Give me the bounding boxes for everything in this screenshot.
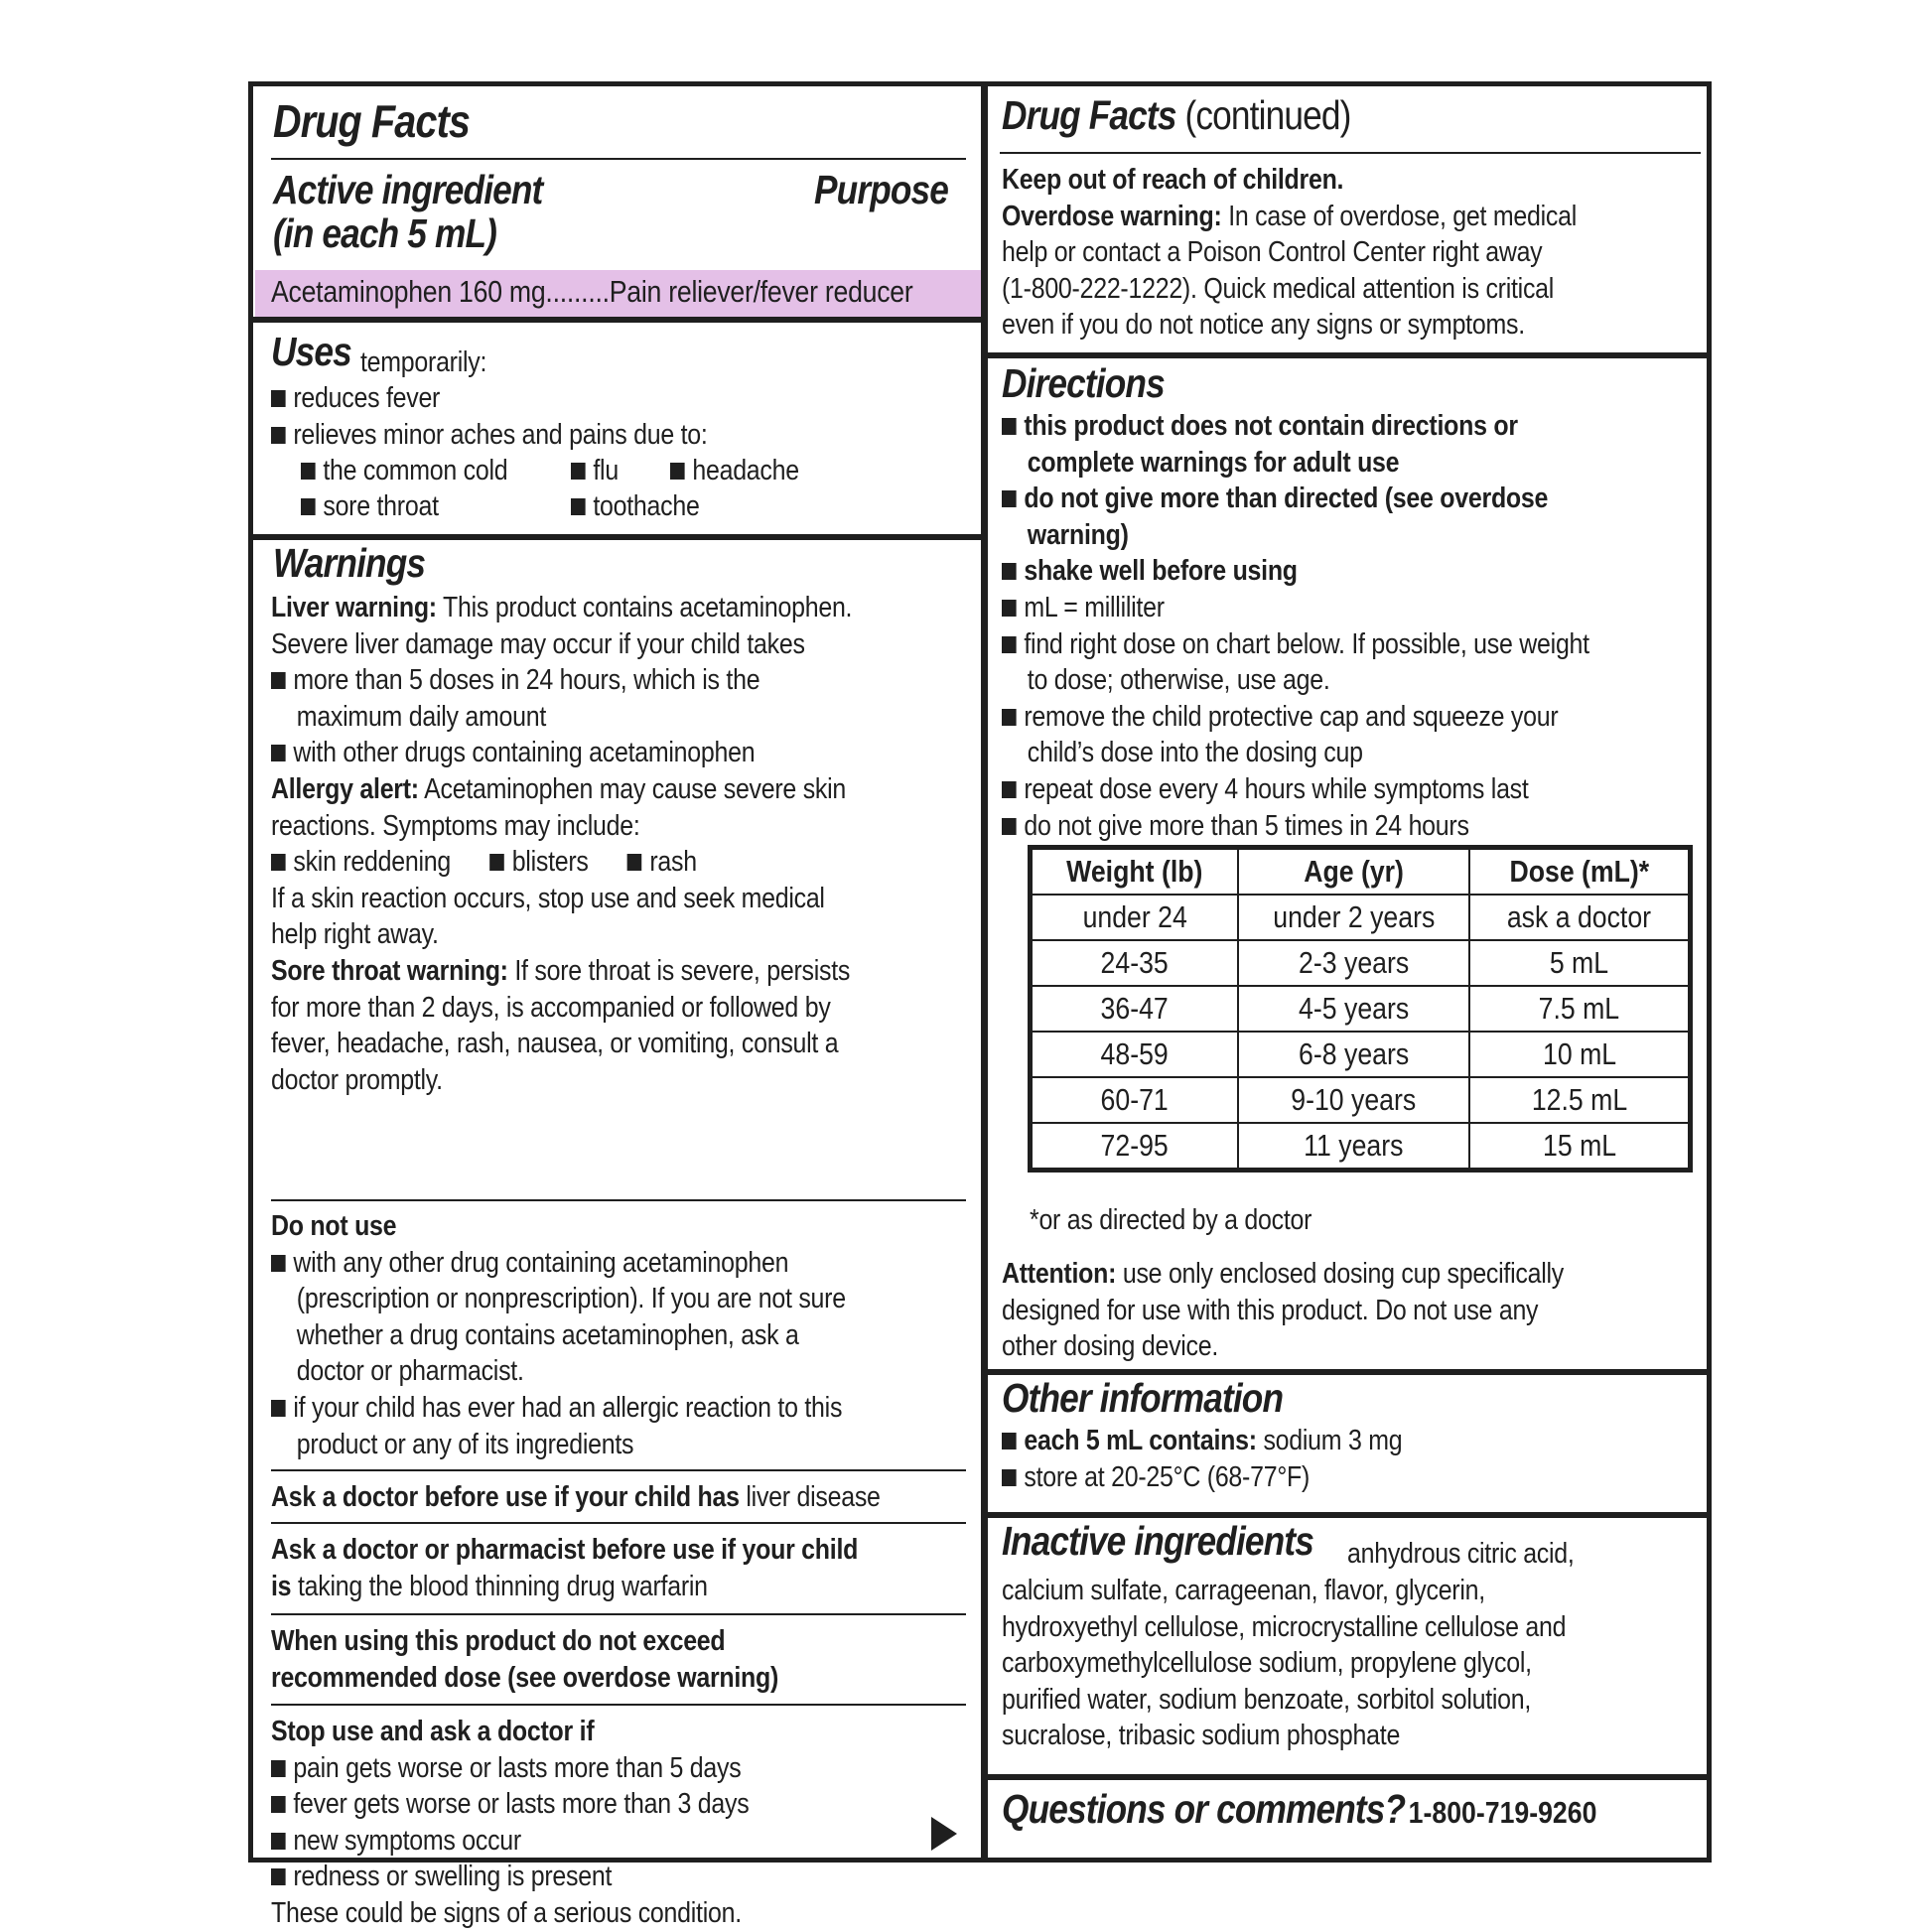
symptom-text: blisters: [511, 846, 589, 879]
list-item-text: sodium 3 mg: [1256, 1425, 1403, 1456]
list-item: [271, 1859, 749, 1895]
square-bullet-icon: [1002, 600, 1017, 617]
table-cell: [1031, 1032, 1238, 1077]
table-cell: [1031, 895, 1238, 940]
text-line: fever, headache, rash, nausea, or vomiting, consult a: [271, 1028, 839, 1060]
questions-phone: 1-800-719-9260: [1408, 1795, 1597, 1830]
ingredient-line: Acetaminophen 160 mg.........Pain reliever/fever reducer: [271, 274, 913, 309]
text-line: recommended dose (see overdose warning): [271, 1661, 779, 1694]
list-item-text: this product does not contain directions or: [1024, 410, 1518, 442]
inactive-ingredients-heading: Inactive ingredients: [1002, 1518, 1313, 1564]
text-line: [271, 1569, 858, 1605]
square-bullet-icon: [1002, 1433, 1017, 1449]
uses-sub-item: [301, 453, 507, 489]
text-line: to dose; otherwise, use age.: [1027, 664, 1330, 697]
ask-doctor-label: Ask a doctor before use if your child has: [271, 1481, 740, 1513]
table-cell: [1469, 986, 1690, 1032]
text-line: help right away.: [271, 918, 439, 951]
square-bullet-icon: [271, 1833, 286, 1850]
table-cell: [1031, 986, 1238, 1032]
text-line: calcium sulfate, carrageenan, flavor, glycerin,: [1002, 1575, 1485, 1606]
text-line: [271, 590, 852, 626]
ask-pharmacist-label-end: is: [271, 1570, 292, 1602]
dosing-footnote: *or as directed by a doctor: [1030, 1204, 1312, 1236]
list-item-text: more than 5 doses in 24 hours, which is the: [293, 664, 760, 697]
title-suffix: (continued): [1175, 92, 1351, 138]
list-item: [271, 662, 852, 699]
square-bullet-icon: [489, 854, 504, 871]
ask-doctor-block: [271, 1479, 881, 1516]
purpose-heading: Purpose: [814, 167, 949, 212]
text-line: sucralose, tribasic sodium phosphate: [1002, 1720, 1401, 1752]
list-item-text: with other drugs containing acetaminophen: [293, 737, 756, 769]
active-ingredient-heading-line-2: (in each 5 mL): [273, 210, 497, 256]
list-item: [1002, 590, 1589, 626]
square-bullet-icon: [271, 390, 286, 407]
keep-out-text: Keep out of reach of children.: [1002, 164, 1344, 196]
other-information-section: [988, 1375, 1707, 1514]
questions-line: [1002, 1786, 1596, 1833]
list-item: [271, 417, 708, 454]
square-bullet-icon: [271, 1868, 286, 1885]
list-item: [271, 380, 708, 417]
column-header: [1031, 848, 1238, 896]
cell-text: 24-35: [1100, 945, 1169, 980]
square-bullet-icon: [301, 498, 316, 515]
text-line: [1002, 199, 1577, 235]
stop-use-block: [271, 1714, 749, 1932]
symptom-text: rash: [649, 846, 697, 879]
questions-label: Questions or comments?: [1002, 1786, 1406, 1832]
play-triangle-icon: [931, 1817, 957, 1851]
table-cell: [1238, 986, 1469, 1032]
stop-use-footer: These could be signs of a serious condition.: [271, 1896, 742, 1929]
sub-item-text: flu: [593, 455, 619, 486]
cell-text: 12.5 mL: [1531, 1082, 1627, 1117]
table-cell: [1469, 1032, 1690, 1077]
cell-text: 36-47: [1100, 991, 1169, 1026]
sub-item-text: toothache: [593, 490, 700, 522]
text-line: purified water, sodium benzoate, sorbitol solution,: [1002, 1683, 1532, 1716]
symptom-text: skin reddening: [293, 846, 451, 879]
text-line: If a skin reaction occurs, stop use and seek medical: [271, 882, 825, 914]
table-row: [1031, 1032, 1691, 1077]
table-row: [1031, 895, 1691, 940]
do-not-use-block: [271, 1208, 846, 1462]
sore-throat-warning-label: Sore throat warning:: [271, 954, 508, 987]
list-item-text: new symptoms occur: [293, 1824, 521, 1857]
drug-facts-label: [248, 81, 1712, 1929]
section-rule: [271, 1704, 966, 1706]
cell-text: 60-71: [1100, 1082, 1169, 1117]
text-line: even if you do not notice any signs or symptoms.: [1002, 309, 1525, 342]
attention-block: [1002, 1256, 1564, 1365]
uses-sub-item: [301, 488, 439, 525]
cell-text: under 24: [1082, 899, 1187, 934]
list-item: [271, 1245, 846, 1282]
ask-pharmacist-block: [271, 1532, 858, 1604]
cell-text: 2-3 years: [1298, 945, 1410, 980]
list-item-text: relieves minor aches and pains due to:: [293, 418, 708, 451]
list-item: [1002, 771, 1589, 808]
table-cell: [1469, 1123, 1690, 1171]
list-item-text: do not give more than directed (see overdose: [1024, 483, 1549, 515]
cell-text: 7.5 mL: [1538, 991, 1620, 1026]
square-bullet-icon: [271, 1255, 286, 1272]
other-information-list: [1002, 1423, 1402, 1495]
text-span: liver disease: [739, 1481, 881, 1513]
active-ingredient-heading: [273, 168, 542, 255]
text-span: use only enclosed dosing cup specifically: [1116, 1258, 1564, 1290]
list-item: [1002, 408, 1589, 445]
stop-use-heading: Stop use and ask a doctor if: [271, 1716, 595, 1747]
cell-text: ask a doctor: [1507, 899, 1652, 934]
cell-text: under 2 years: [1273, 899, 1436, 934]
section-rule: [271, 1199, 966, 1201]
text-line: [271, 953, 852, 990]
square-bullet-icon: [271, 1796, 286, 1813]
column-divider: [981, 86, 988, 1858]
list-item: [271, 1390, 846, 1427]
table-row: [1031, 1123, 1691, 1171]
liver-warning-label: Liver warning:: [271, 592, 437, 623]
column-header-text: Dose (mL)*: [1509, 854, 1649, 889]
square-bullet-icon: [271, 854, 286, 871]
list-item: [1002, 1423, 1402, 1459]
text-span: This product contains acetaminophen.: [436, 592, 853, 623]
table-row: [1031, 1077, 1691, 1123]
do-not-use-heading: Do not use: [271, 1210, 397, 1242]
square-bullet-icon: [1002, 636, 1017, 653]
when-using-block: [271, 1623, 778, 1696]
text-line: maximum daily amount: [296, 700, 547, 733]
text-line: whether a drug contains acetaminophen, ask a: [296, 1318, 799, 1351]
directions-list: [1002, 408, 1589, 844]
text-line: doctor promptly.: [271, 1063, 443, 1096]
list-item-text: find right dose on chart below. If possible, use weight: [1024, 627, 1589, 660]
continued-title-text: [1002, 92, 1350, 139]
text-line: (1-800-222-1222). Quick medical attention is critical: [1002, 272, 1555, 305]
square-bullet-icon: [1002, 709, 1017, 726]
square-bullet-icon: [301, 463, 316, 480]
text-line: help or contact a Poison Control Center right away: [1002, 236, 1543, 269]
text-line: carboxymethylcellulose sodium, propylene glycol,: [1002, 1647, 1532, 1680]
table-header-row: [1031, 848, 1691, 896]
square-bullet-icon: [271, 745, 286, 761]
text-span: Acetaminophen may cause severe skin: [418, 772, 847, 805]
square-bullet-icon: [1002, 418, 1017, 435]
square-bullet-icon: [1002, 490, 1017, 507]
table-row: [1031, 940, 1691, 986]
square-bullet-icon: [1002, 818, 1017, 835]
section-rule: [271, 1613, 966, 1615]
warnings-body: [271, 590, 852, 1098]
section-rule: [271, 1469, 966, 1471]
square-bullet-icon: [627, 854, 642, 871]
list-item: [271, 1786, 749, 1823]
list-item-text: do not give more than 5 times in 24 hours: [1024, 809, 1469, 842]
table-cell: [1469, 1077, 1690, 1123]
table-cell: [1031, 1077, 1238, 1123]
left-column: [253, 86, 981, 1929]
text-line: Severe liver damage may occur if your child takes: [271, 627, 805, 660]
list-item-text: fever gets worse or lasts more than 3 days: [293, 1788, 750, 1821]
cell-text: 6-8 years: [1298, 1036, 1410, 1071]
text-line: complete warnings for adult use: [1027, 446, 1400, 479]
table-row: [1031, 986, 1691, 1032]
square-bullet-icon: [271, 1400, 286, 1417]
column-header-text: Age (yr): [1304, 854, 1404, 889]
list-item: [1002, 626, 1589, 663]
table-cell: [1469, 940, 1690, 986]
warnings-heading: Warnings: [273, 540, 426, 586]
text-line: warning): [1027, 518, 1129, 551]
cell-text: 10 mL: [1542, 1036, 1616, 1071]
ask-pharmacist-label: Ask a doctor or pharmacist before use if your child: [271, 1534, 859, 1566]
list-item: [1002, 553, 1589, 590]
inactive-ingredients-first-line: anhydrous citric acid,: [1347, 1538, 1575, 1570]
text-line: other dosing device.: [1002, 1330, 1219, 1363]
title-main: Drug Facts: [1002, 92, 1176, 138]
list-item: [1002, 1459, 1402, 1496]
cell-text: 72-95: [1100, 1128, 1169, 1163]
square-bullet-icon: [571, 463, 586, 480]
list-item: [1002, 699, 1589, 736]
list-item: [271, 1750, 749, 1787]
cell-text: 4-5 years: [1298, 991, 1410, 1026]
cell-text: 15 mL: [1542, 1128, 1616, 1163]
table-cell: [1238, 1077, 1469, 1123]
text-line: reactions. Symptoms may include:: [271, 809, 640, 842]
section-rule: [271, 1522, 966, 1524]
text-line: child’s dose into the dosing cup: [1027, 737, 1363, 769]
warnings-section: [253, 540, 981, 1929]
list-item-text: if your child has ever had an allergic reaction to this: [293, 1391, 843, 1424]
cell-text: 48-59: [1100, 1036, 1169, 1071]
right-column: [988, 86, 1707, 1858]
text-span: In case of overdose, get medical: [1221, 200, 1577, 232]
column-header: [1469, 848, 1690, 896]
text-line: [271, 771, 852, 808]
attention-label: Attention:: [1002, 1258, 1117, 1290]
uses-heading-row: [271, 329, 364, 375]
uses-sub-item: [670, 453, 799, 489]
uses-sub-item: [571, 453, 619, 489]
text-line: (prescription or nonprescription). If you are not sure: [296, 1283, 846, 1315]
dosing-chart: [1028, 845, 1693, 1173]
item-label: each 5 mL contains:: [1024, 1425, 1257, 1456]
sub-item-text: headache: [692, 455, 799, 486]
square-bullet-icon: [571, 498, 586, 515]
table-cell: [1238, 895, 1469, 940]
text-line: hydroxyethyl cellulose, microcrystalline cellulose and: [1002, 1610, 1567, 1643]
square-bullet-icon: [271, 1760, 286, 1777]
title-rule: [1000, 152, 1701, 154]
sub-item-text: the common cold: [323, 455, 508, 486]
list-item-text: store at 20-25°C (68-77°F): [1024, 1460, 1311, 1493]
column-header: [1238, 848, 1469, 896]
keep-out-section: [988, 86, 1707, 354]
list-item: [1002, 481, 1589, 517]
inactive-ingredients-section: [988, 1518, 1707, 1776]
text-line: for more than 2 days, is accompanied or followed by: [271, 991, 831, 1024]
list-item-text: pain gets worse or lasts more than 5 days: [293, 1751, 742, 1784]
square-bullet-icon: [271, 672, 286, 689]
list-item-text: remove the child protective cap and squeeze your: [1024, 700, 1559, 733]
list-item-text: with any other drug containing acetaminophen: [293, 1246, 789, 1279]
text-line: product or any of its ingredients: [296, 1428, 634, 1460]
table-cell: [1238, 1123, 1469, 1171]
directions-section: [988, 358, 1707, 1371]
uses-heading: Uses: [271, 329, 351, 374]
text-span: taking the blood thinning drug warfarin: [291, 1570, 708, 1602]
table-cell: [1031, 940, 1238, 986]
cell-text: 11 years: [1304, 1128, 1404, 1163]
cell-text: 9-10 years: [1291, 1082, 1417, 1117]
square-bullet-icon: [271, 427, 286, 444]
active-ingredient-section: [253, 86, 981, 322]
table-cell: [1031, 1123, 1238, 1171]
text-line: designed for use with this product. Do not use any: [1002, 1294, 1539, 1326]
sub-item-text: sore throat: [323, 490, 439, 522]
list-item-text: redness or swelling is present: [293, 1861, 613, 1893]
uses-intro: temporarily:: [360, 346, 487, 378]
other-information-heading: Other information: [1002, 1375, 1284, 1421]
continued-title: [1002, 92, 1408, 139]
text-line: [1002, 1256, 1564, 1293]
square-bullet-icon: [1002, 563, 1017, 580]
list-item-text: reduces fever: [293, 382, 441, 414]
list-item: [271, 735, 852, 771]
table-cell: [1238, 940, 1469, 986]
text-line: doctor or pharmacist.: [296, 1355, 524, 1388]
overdose-label: Overdose warning:: [1002, 200, 1222, 232]
text-span: If sore throat is severe, persists: [507, 954, 851, 987]
inactive-ingredients-text: [1002, 1573, 1566, 1754]
text-line: [271, 1479, 881, 1516]
square-bullet-icon: [1002, 1469, 1017, 1486]
allergy-alert-label: Allergy alert:: [271, 772, 419, 805]
list-item-text: shake well before using: [1024, 555, 1298, 588]
directions-heading: Directions: [1002, 360, 1165, 406]
list-item-text: repeat dose every 4 hours while symptoms last: [1024, 772, 1529, 805]
cell-text: 5 mL: [1549, 945, 1609, 980]
column-header-text: Weight (lb): [1066, 854, 1203, 889]
table-cell: [1238, 1032, 1469, 1077]
overdose-block: [1002, 162, 1577, 344]
list-item-text: mL = milliliter: [1024, 591, 1165, 623]
list-item: [271, 1823, 749, 1860]
table-cell: [1469, 895, 1690, 940]
list-item: [1002, 808, 1589, 845]
title-rule: [271, 158, 966, 160]
uses-section: [253, 323, 981, 536]
questions-section: [988, 1780, 1707, 1860]
square-bullet-icon: [1002, 781, 1017, 798]
square-bullet-icon: [670, 463, 685, 480]
text-line: When using this product do not exceed: [271, 1625, 726, 1657]
active-ingredient-heading-line-1: Active ingredient: [273, 167, 543, 212]
uses-sub-item: [571, 488, 700, 525]
drug-facts-title: Drug Facts: [273, 95, 471, 147]
uses-list: [271, 380, 708, 453]
symptom-row: [271, 844, 852, 881]
